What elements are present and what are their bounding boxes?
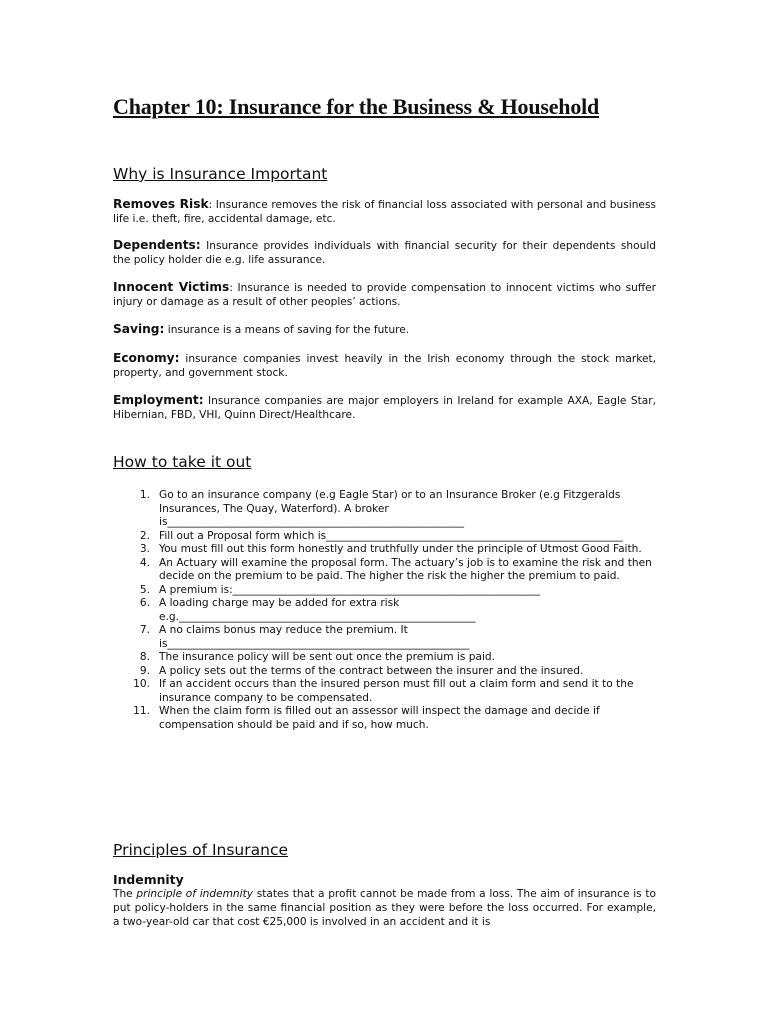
list-item	[113, 543, 656, 557]
list-item	[113, 665, 656, 679]
list-text: You must fill out this form honestly and truthfully under the principle of Utmost Good Faith.	[159, 543, 642, 555]
intro-post: states that a profit cannot be made from a loss. The aim of insurance is to put policy-holders in the same financial position as they were before the loss occurred. For example, a two-year-old car that cost €25,000 is involved in an accident and it is	[113, 888, 656, 928]
list-item	[113, 584, 656, 598]
term-label: Removes Risk	[113, 197, 209, 211]
term-label: Saving:	[113, 322, 165, 336]
list-text: A policy sets out the terms of the contract between the insurer and the insured.	[159, 664, 584, 677]
intro-pre: The	[113, 888, 137, 900]
paragraph-employment	[113, 393, 656, 422]
list-item	[113, 557, 656, 584]
term-label: Employment:	[113, 393, 204, 407]
term-text: insurance companies invest heavily in the Irish economy through the stock market, property, and government stock.	[113, 353, 656, 379]
list-number: 10.	[133, 678, 150, 690]
list-item	[113, 678, 656, 705]
list-text: Go to an insurance company (e.g Eagle Star) or to an Insurance Broker (e.g Fitzgeralds Insurances, The Quay, Waterford). A broker is________________________________________________________	[159, 489, 621, 528]
list-number: 6.	[139, 597, 150, 609]
list-number: 1.	[139, 489, 150, 501]
list-number: 2.	[139, 529, 150, 542]
list-number: 9.	[139, 664, 150, 677]
list-item	[113, 705, 656, 732]
term-text: : Insurance is needed to provide compensation to innocent victims who suffer injury or damage as a result of other peoples’ actions.	[113, 282, 656, 308]
paragraph-innocent-victims	[113, 280, 656, 309]
list-number: 11.	[133, 705, 150, 717]
list-item	[113, 530, 656, 544]
paragraph-saving	[113, 322, 656, 337]
list-number: 5.	[139, 583, 150, 596]
list-item	[113, 651, 656, 665]
section-heading-why-insurance: Why is Insurance Important	[113, 165, 328, 183]
list-text: When the claim form is filled out an assessor will inspect the damage and decide if compensation should be paid and if so, how much.	[159, 705, 600, 731]
list-text: A premium is:__________________________________________________________	[159, 583, 540, 596]
term-label: Dependents:	[113, 238, 201, 252]
paragraph-dependents	[113, 238, 656, 267]
term-label: Innocent Victims	[113, 280, 230, 294]
list-text: The insurance policy will be sent out once the premium is paid.	[159, 651, 496, 663]
list-item	[113, 597, 656, 624]
list-number: 3.	[139, 543, 150, 555]
list-number: 7.	[139, 624, 150, 636]
section-heading-principles: Principles of Insurance	[113, 841, 289, 859]
paragraph-removes-risk	[113, 197, 656, 226]
list-text: A loading charge may be added for extra risk e.g.________________________________________________________	[159, 597, 476, 623]
list-item	[113, 489, 656, 530]
list-number: 4.	[139, 556, 150, 569]
term-text: : Insurance removes the risk of financial loss associated with personal and business life i.e. theft, fire, accidental damage, etc.	[113, 199, 656, 225]
list-text: Fill out a Proposal form which is________________________________________________________	[159, 529, 623, 542]
paragraph-indemnity	[113, 887, 656, 929]
list-text: An Actuary will examine the proposal form. The actuary’s job is to examine the risk and then decide on the premium to be paid. The higher the risk the higher the premium to paid.	[159, 556, 652, 582]
term-text: Insurance provides individuals with financial security for their dependents should the policy holder die e.g. life assurance.	[113, 240, 656, 266]
subheading-indemnity: Indemnity	[113, 872, 184, 887]
term-label: Economy:	[113, 351, 180, 365]
paragraph-economy	[113, 351, 656, 380]
list-text: A no claims bonus may reduce the premium. It is_________________________________________________________	[159, 624, 470, 650]
list-number: 8.	[139, 651, 150, 663]
section-heading-how-to-take-out: How to take it out	[113, 453, 252, 471]
term-text: Insurance companies are major employers in Ireland for example AXA, Eagle Star, Hibernian, FBD, VHI, Quinn Direct/Healthcare.	[113, 395, 656, 421]
steps-list	[113, 489, 656, 732]
list-item	[113, 624, 656, 651]
chapter-title: Chapter 10: Insurance for the Business & Household	[113, 94, 600, 119]
term-text: insurance is a means of saving for the future.	[164, 324, 410, 336]
intro-emphasis: principle of indemnity	[136, 888, 254, 900]
list-text: If an accident occurs than the insured person must fill out a claim form and send it to the insurance company to be compensated.	[159, 678, 634, 704]
